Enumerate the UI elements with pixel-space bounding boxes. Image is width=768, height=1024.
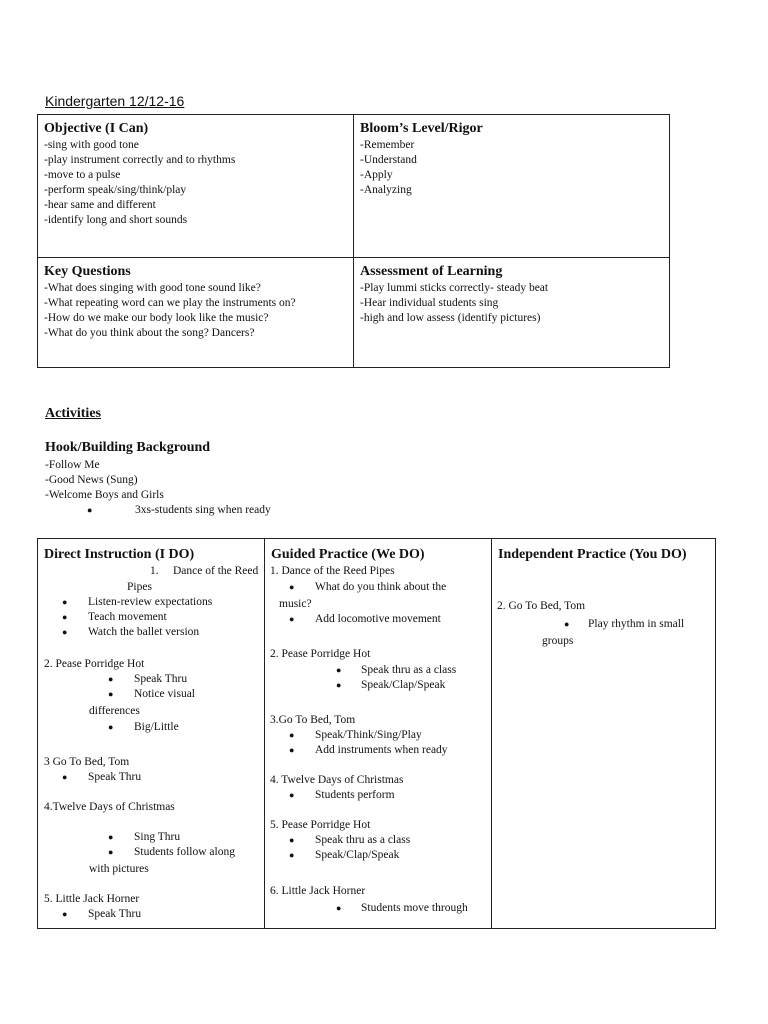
guided-item-3: 3.Go To Bed, Tom: [270, 714, 356, 726]
direct-heading: Direct Instruction (I DO): [44, 547, 195, 562]
direct-bullet: Speak Thru: [134, 673, 188, 685]
bullet-icon: ●: [62, 612, 68, 622]
hook-bullet: 3xs-students sing when ready: [135, 504, 271, 516]
guided-bullet: Add locomotive movement: [315, 613, 441, 625]
direct-bullet: Watch the ballet version: [88, 626, 200, 638]
bullet-icon: ●: [336, 680, 342, 690]
key-questions-heading: Key Questions: [44, 264, 131, 279]
guided-item-2: 2. Pease Porridge Hot: [270, 648, 371, 660]
direct-bullet: Notice visual: [134, 688, 195, 700]
bullet-icon: ●: [336, 903, 342, 913]
objective-cell: [38, 115, 354, 258]
guided-item-5: 5. Pease Porridge Hot: [270, 819, 371, 831]
key-question-line: -How do we make our body look like the music?: [44, 312, 269, 324]
direct-num-1: 1.: [150, 565, 159, 577]
guided-item-1: 1. Dance of the Reed Pipes: [270, 565, 395, 577]
direct-bullet: Sing Thru: [134, 831, 181, 843]
bullet-icon: ●: [564, 619, 570, 629]
bullet-icon: ●: [289, 745, 295, 755]
objective-line: -hear same and different: [44, 199, 156, 211]
guided-practice-cell: [265, 539, 492, 929]
guided-bullet: Students move through: [361, 902, 468, 914]
direct-item-5: 5. Little Jack Horner: [44, 893, 140, 905]
independent-practice-cell: [492, 539, 716, 929]
hook-line: -Follow Me: [45, 459, 100, 471]
bullet-icon: ●: [289, 850, 295, 860]
guided-bullet: Add instruments when ready: [315, 744, 448, 756]
key-questions-cell: [38, 258, 354, 368]
guided-bullet: Speak/Think/Sing/Play: [315, 729, 422, 741]
assessment-heading: Assessment of Learning: [360, 264, 503, 279]
assessment-line: -Play lummi sticks correctly- steady beat: [360, 282, 549, 294]
key-question-line: -What repeating word can we play the instruments on?: [44, 297, 296, 309]
bloom-line: -Understand: [360, 154, 417, 166]
independent-item-1: 2. Go To Bed, Tom: [497, 600, 586, 612]
objective-heading: Objective (I Can): [44, 121, 149, 136]
page-title: Kindergarten 12/12-16: [45, 93, 185, 109]
guided-bullet: Speak/Clap/Speak: [361, 679, 446, 691]
bloom-cell: [354, 115, 670, 258]
hook-list: [45, 458, 164, 503]
activities-table: [37, 538, 716, 929]
bullet-icon: ●: [336, 665, 342, 675]
guided-item-4: 4. Twelve Days of Christmas: [270, 774, 404, 786]
guided-heading: Guided Practice (We DO): [271, 547, 425, 562]
direct-bullet: Students follow along: [134, 846, 235, 858]
bullet-icon: ●: [62, 772, 68, 782]
bloom-line: -Analyzing: [360, 184, 412, 196]
bullet-icon: ●: [289, 614, 295, 624]
bullet-icon: ●: [108, 689, 114, 699]
direct-bullet-cont: differences: [89, 705, 140, 717]
bloom-heading: Bloom’s Level/Rigor: [360, 121, 483, 136]
assessment-cell: [354, 258, 670, 368]
bullet-icon: ●: [289, 582, 295, 592]
bullet-icon: ●: [62, 627, 68, 637]
objective-line: -identify long and short sounds: [44, 214, 188, 226]
guided-bullet: Speak/Clap/Speak: [315, 849, 400, 861]
guided-bullet: What do you think about the: [315, 581, 447, 593]
independent-heading: Independent Practice (You DO): [498, 547, 687, 562]
guided-bullet: Students perform: [315, 789, 395, 801]
bullet-icon: ●: [108, 847, 114, 857]
direct-bullet: Big/Little: [134, 721, 179, 733]
key-question-line: -What does singing with good tone sound like?: [44, 282, 261, 294]
activities-heading: Activities: [45, 406, 101, 421]
bullet-icon: ●: [62, 909, 68, 919]
bullet-icon: ●: [62, 597, 68, 607]
bullet-icon: ●: [289, 730, 295, 740]
direct-item-1-cont: Pipes: [127, 581, 152, 593]
assessment-line: -Hear individual students sing: [360, 297, 499, 309]
bullet-icon: ●: [289, 835, 295, 845]
guided-bullet: Speak thru as a class: [361, 664, 457, 676]
objective-line: -play instrument correctly and to rhythms: [44, 154, 236, 166]
key-question-line: -What do you think about the song? Dancers?: [44, 327, 255, 339]
direct-bullet-cont: with pictures: [89, 863, 149, 875]
direct-item-3: 3 Go To Bed, Tom: [44, 756, 130, 768]
bullet-icon: ●: [87, 505, 93, 515]
direct-bullet: Speak Thru: [88, 908, 142, 920]
independent-bullet-cont: groups: [542, 635, 574, 647]
assessment-line: -high and low assess (identify pictures): [360, 312, 541, 324]
bullet-icon: ●: [108, 722, 114, 732]
objective-line: -perform speak/sing/think/play: [44, 184, 187, 196]
direct-bullet: Teach movement: [88, 611, 167, 623]
hook-heading: Hook/Building Background: [45, 440, 211, 455]
direct-instruction-cell: [38, 539, 265, 929]
bloom-line: -Apply: [360, 169, 393, 181]
bullet-icon: ●: [108, 832, 114, 842]
direct-item-2: 2. Pease Porridge Hot: [44, 658, 145, 670]
hook-line: -Welcome Boys and Girls: [45, 489, 164, 501]
guided-bullet-cont: music?: [279, 598, 312, 610]
guided-item-6: 6. Little Jack Horner: [270, 885, 366, 897]
guided-bullet: Speak thru as a class: [315, 834, 411, 846]
hook-line: -Good News (Sung): [45, 474, 138, 486]
objective-line: -sing with good tone: [44, 139, 139, 151]
direct-item-1: Dance of the Reed: [173, 565, 259, 577]
bullet-icon: ●: [108, 674, 114, 684]
independent-bullet: Play rhythm in small: [588, 618, 685, 630]
direct-bullet: Listen-review expectations: [88, 596, 213, 608]
objective-line: -move to a pulse: [44, 169, 121, 181]
direct-item-4: 4.Twelve Days of Christmas: [44, 801, 175, 813]
bullet-icon: ●: [289, 790, 295, 800]
direct-bullet: Speak Thru: [88, 771, 142, 783]
planning-table: [37, 114, 670, 368]
bloom-line: -Remember: [360, 139, 415, 151]
